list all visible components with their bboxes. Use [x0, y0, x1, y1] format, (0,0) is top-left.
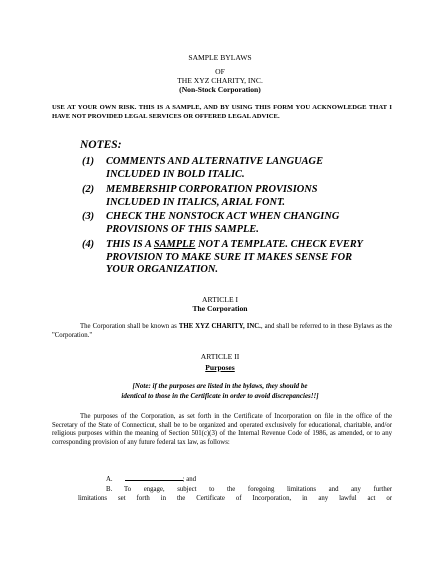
item-a [106, 474, 196, 483]
article-1-subtitle: The Corporation [192, 304, 248, 313]
doc-org-name: THE XYZ CHARITY, INC. [177, 76, 263, 85]
note-text: INCLUDED IN BOLD ITALIC. [106, 168, 245, 180]
item-b-label: B. [106, 486, 113, 493]
note-text: PROVISION TO MAKE SURE IT MAKES SENSE FOR [106, 251, 353, 263]
purposes-text: The purposes of the Corporation, as set forth in the Certificate of Incorporation on file in the office of the Secretary of the State of Connecticut, shall be to be organized and operated exclusively for educational, charitable, and/or religious purposes within the meaning of Section 501(c)(3) of the Internal Revenue Code of 1986, as amended, or to any corresponding provision of any future federal tax law, as follows: [52, 413, 392, 446]
note-number: (4) [82, 239, 95, 250]
note-text: COMMENTS AND ALTERNATIVE LANGUAGE [106, 156, 323, 167]
article-2-subtitle: Purposes [205, 363, 235, 372]
note-emphasis: SAMPLE [153, 239, 196, 250]
notes-heading: NOTES: [80, 139, 122, 151]
article-1-title: ARTICLE I [201, 295, 239, 304]
doc-org-type: (Non-Stock Corporation) [179, 85, 261, 94]
item-a-label: A. [106, 476, 113, 483]
item-b-line-1: To engage, subject to the foregoing limitations and any further [124, 486, 392, 493]
item-a-suffix: ; and [182, 476, 197, 483]
note-text: MEMBERSHIP CORPORATION PROVISIONS [106, 184, 318, 195]
risk-warning: USE AT YOUR OWN RISK. THIS IS A SAMPLE, AND BY USING THIS FORM YOU ACKNOWLEDGE THAT I HAVE NOT PROVIDED LEGAL SERVICES OR OFFERED LEGAL ADVICE. [52, 104, 392, 120]
note-text: CHECK THE NONSTOCK ACT WHEN CHANGING [106, 211, 340, 222]
note-text: PROVISIONS OF THIS SAMPLE. [106, 223, 259, 235]
doc-of: OF [215, 67, 225, 76]
purposes-note-line-2: identical to those in the Certificate in order to avoid discrepancies!!] [121, 392, 319, 400]
note-text: INCLUDED IN ITALICS, ARIAL FONT. [106, 196, 285, 208]
document-page: SAMPLE BYLAWS OF THE XYZ CHARITY, INC. (Non-Stock Corporation) USE AT YOUR OWN RISK. THIS IS A SAMPLE, AND BY USING THIS FORM YOU ACKNOWLEDGE THAT I HAVE NOT PROVIDED LEGAL SERVICES OR OFFERED LEGAL ADVICE. NOTES: (1) COMMENTS AND ALTERNATIVE LANGUAGE INCLUDED IN BOLD ITALIC. (2) MEMBERSHIP CORPORATION PROVISIONS INCLUDED IN ITALICS, ARIAL FONT. (3) CHECK THE NONSTOCK ACT WHEN CHANGING PROVISIONS OF THIS SAMPLE. (4) THIS IS A SAMPLE NOT A TEMPLATE. CHECK EVERY PROVISION TO MAKE SURE IT MAKES SENSE FOR YOUR ORGANIZATION. ARTICLE I The Corporation The Corporation shall be known as THE XYZ CHARITY, INC., and shall be referred to in these Bylaws as the "Corporation." ARTICLE II Purposes [Note: if the purposes are listed in the bylaws, they should be identical to those in the Certificate in order to avoid discrepancies!!] The purposes of the Corporation, as set forth in the Certificate of Incorporation on file in the office of the Secretary of the State of Connecticut, shall be to be organized and operated exclusively for educational, charitable, and/or religious purposes within the meaning of Section 501(c)(3) of the Internal Revenue Code of 1986, as amended, or to any corresponding provision of any future federal tax law, as follows: A. ; and B. To engage, subject to the foregoing limitations and any further limitations set forth in the Certificate of Incorporation, in any lawful act or [0, 0, 440, 569]
article-1-text: The Corporation shall be known as THE XYZ CHARITY, INC., and shall be referred to in these Bylaws as the "Corporation." [52, 323, 393, 339]
note-number: (2) [82, 184, 95, 195]
note-number: (1) [82, 156, 95, 167]
article-2-title: ARTICLE II [200, 352, 240, 361]
item-b-line-2: limitations set forth in the Certificate of Incorporation, in any lawful act or [78, 495, 392, 502]
doc-title: SAMPLE BYLAWS [188, 53, 252, 62]
note-number: (3) [82, 211, 95, 222]
purposes-note-line-1: [Note: if the purposes are listed in the bylaws, they should be [132, 382, 308, 390]
corporation-name: THE XYZ CHARITY, INC. [178, 323, 261, 330]
blank-line [125, 474, 183, 481]
note-text: YOUR ORGANIZATION. [106, 264, 218, 275]
